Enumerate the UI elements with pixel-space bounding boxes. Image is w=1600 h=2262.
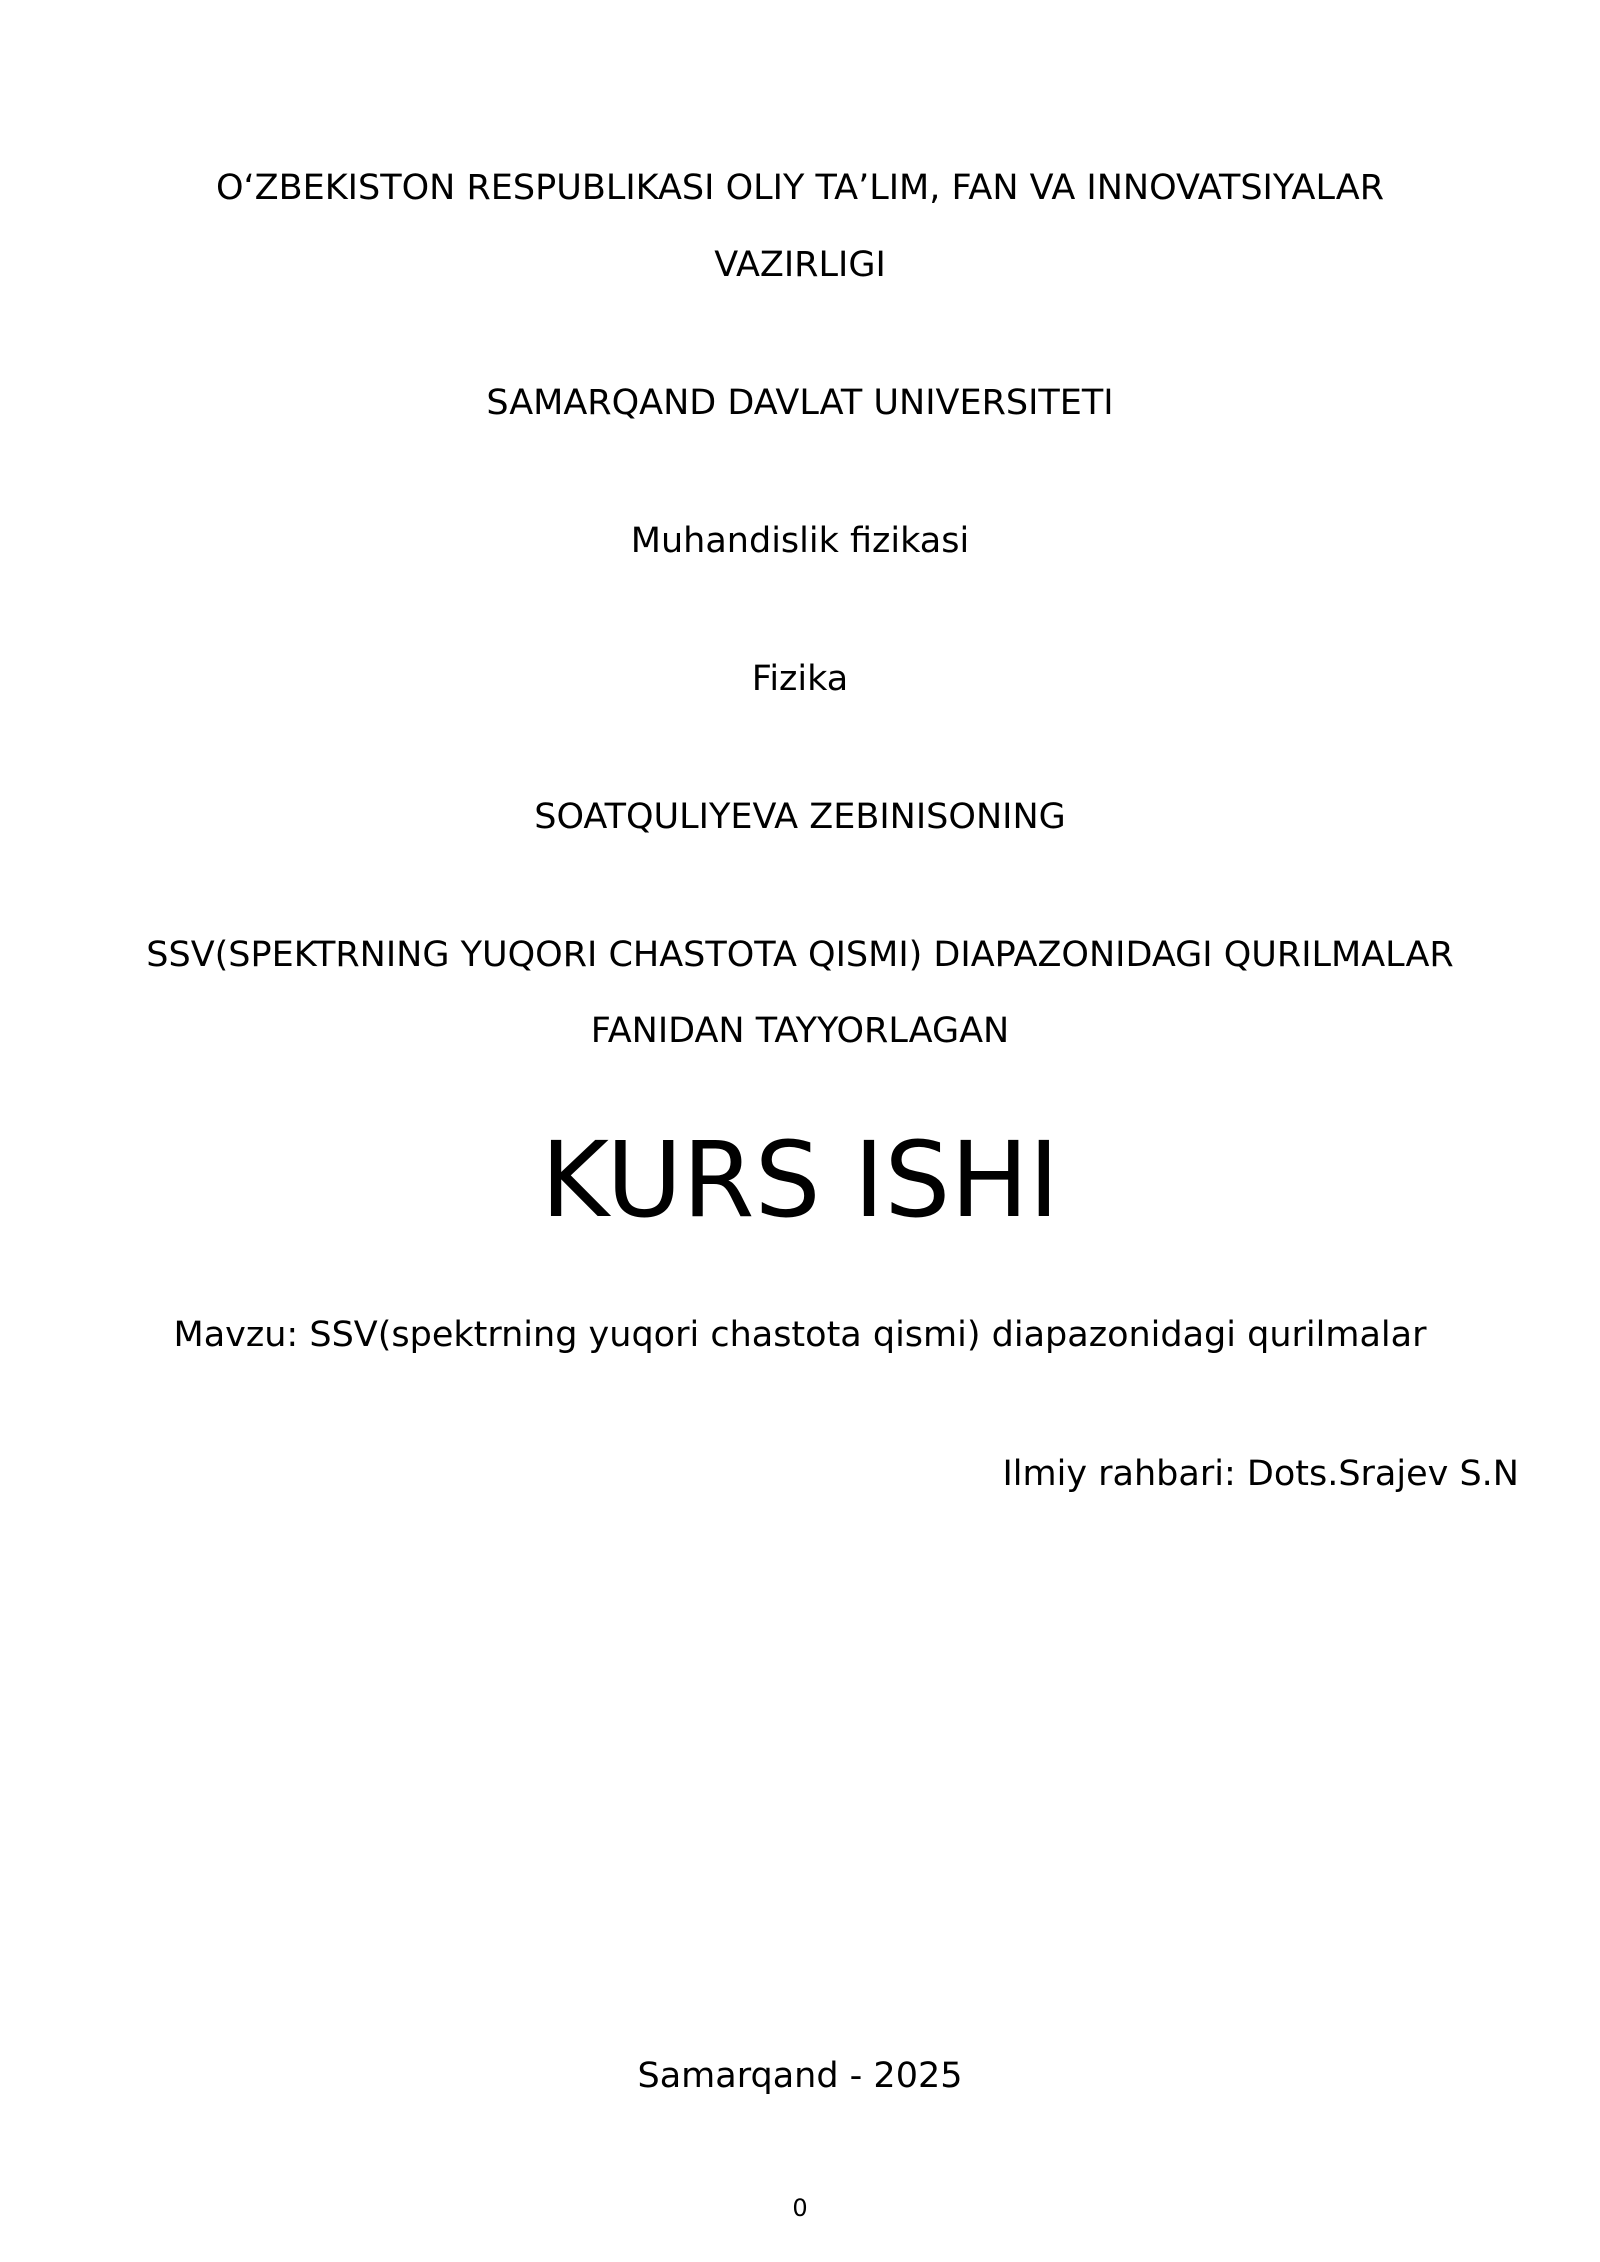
student-name: SOATQULIYEVA ZEBINISONING: [534, 797, 1066, 837]
city-year: Samarqand - 2025: [637, 2056, 963, 2096]
supervisor-line: Ilmiy rahbari: Dots.Srajev S.N: [1002, 1454, 1519, 1494]
department-name: Fizika: [751, 659, 849, 699]
page-number: 0: [792, 2194, 808, 2222]
faculty-name: Muhandislik fizikasi: [630, 521, 970, 561]
university-name: SAMARQAND DAVLAT UNIVERSITETI: [486, 383, 1114, 423]
subject-line-1: SSV(SPEKTRNING YUQORI CHASTOTA QISMI) DIAPAZONIDAGI QURILMALAR: [146, 935, 1454, 975]
subject-line-2: FANIDAN TAYYORLAGAN: [590, 1011, 1010, 1051]
ministry-name-line-2: VAZIRLIGI: [714, 245, 886, 285]
topic-line: Mavzu: SSV(spektrning yuqori chastota qismi) diapazonidagi qurilmalar: [173, 1315, 1427, 1355]
ministry-name-line-1: O‘ZBEKISTON RESPUBLIKASI OLIY TA’LIM, FAN VA INNOVATSIYALAR: [215, 168, 1385, 208]
work-type-title: KURS ISHI: [540, 1119, 1060, 1241]
